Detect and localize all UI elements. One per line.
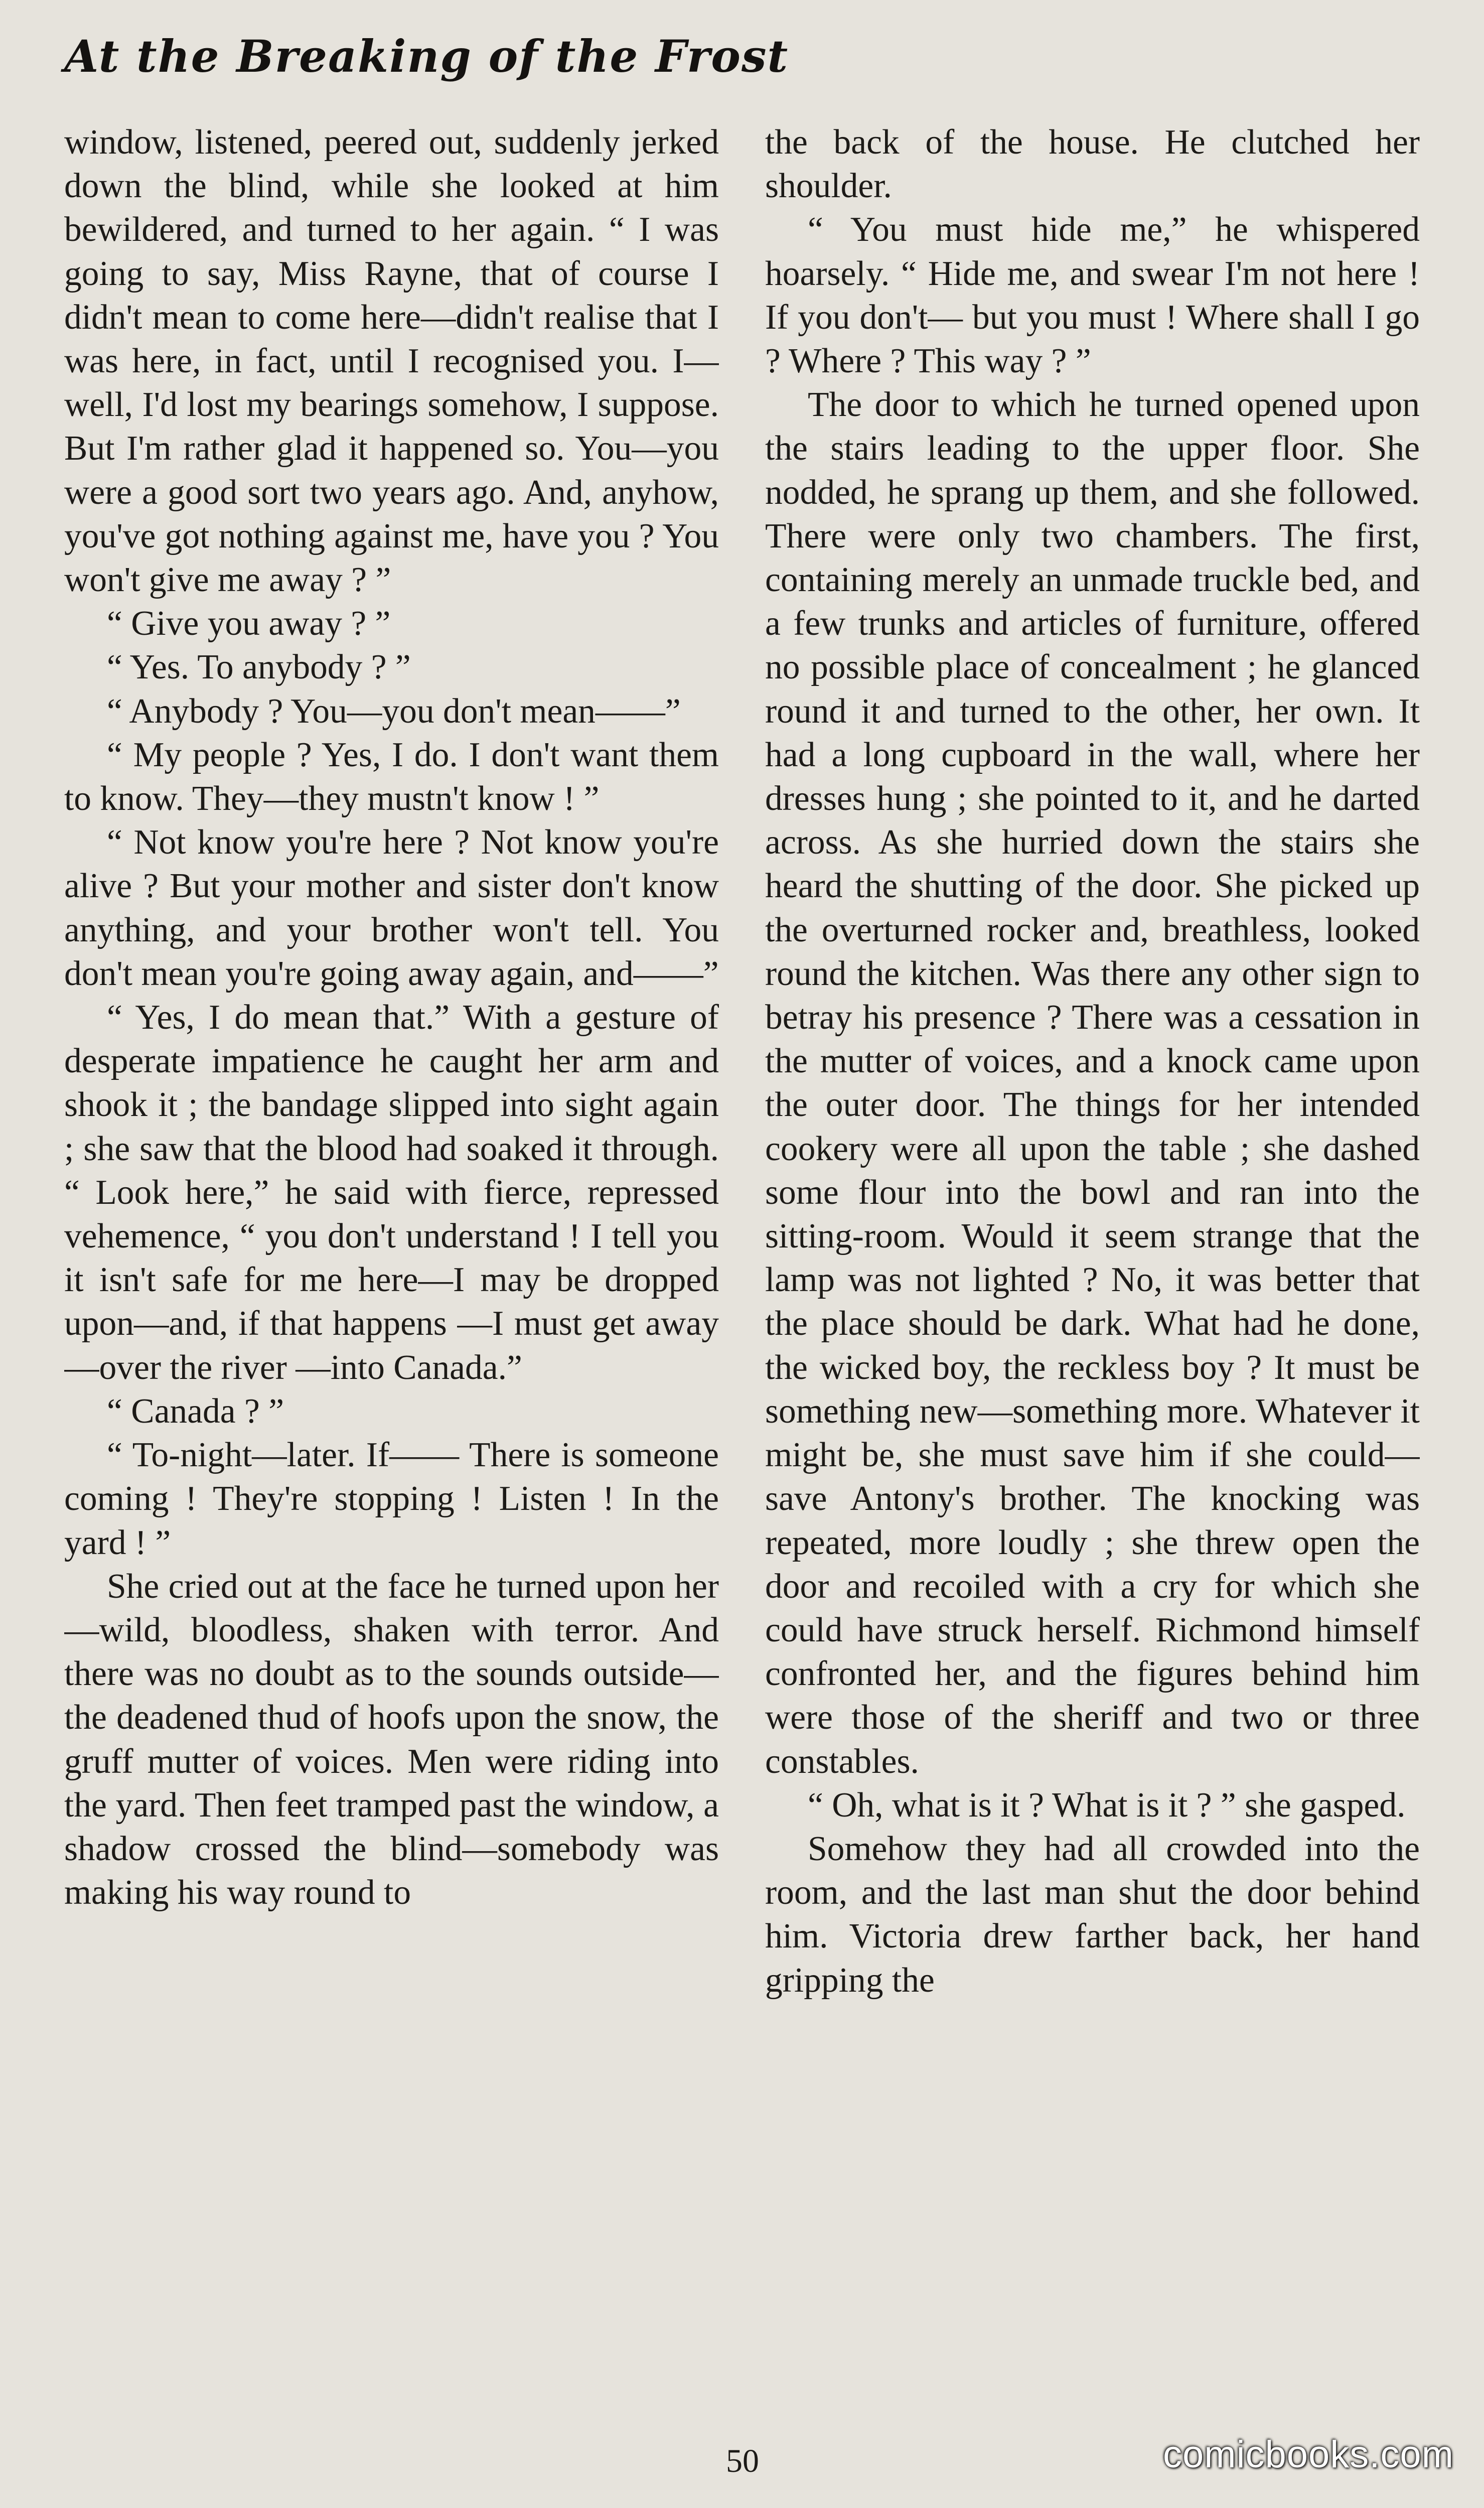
page-number: 50 (726, 2443, 759, 2479)
story-title: At the Breaking of the Frost (64, 30, 789, 82)
paragraph: “ Oh, what is it ? What is it ? ” she gasped. (808, 1785, 1406, 1825)
paragraph: “ Yes, I do mean that.” With a gesture of desperate impatience he caught her arm and shook it ; the bandage slipped into sight again ; she saw that the blood had soaked it through. “ Look here,” he said with fierce, repressed vehemence, “ you don't understand ! I tell you it isn't safe for me here—I may be dropped upon—and, if that happens —I must get away—over the river —into Canada.” (64, 998, 719, 1387)
paragraph: “ Canada ? ” (107, 1391, 284, 1431)
paragraph: Somehow they had all crowded into the room, and the last man shut the door behind him. Victoria drew farther back, her hand gripping the (765, 1829, 1420, 2000)
right-text-column (765, 120, 1420, 2419)
paragraph: “ Anybody ? You—you don't mean——” (107, 691, 681, 731)
paragraph: “ Yes. To anybody ? ” (107, 648, 411, 687)
paragraph: “ To-night—later. If—— There is someone coming ! They're stopping ! Listen ! In the yard ! ” (64, 1436, 719, 1562)
paragraph: “ You must hide me,” he whispered hoarsely. “ Hide me, and swear I'm not here ! If you don't— but you must ! Where shall I go ? Where ? This way ? ” (765, 210, 1420, 381)
left-text-column (64, 120, 719, 2419)
paragraph: “ Not know you're here ? Not know you're alive ? But your mother and sister don't know anything, and your brother won't tell. You don't mean you're going away again, and——” (64, 823, 719, 993)
paragraph: the back of the house. He clutched her shoulder. (765, 123, 1420, 206)
paragraph: window, listened, peered out, suddenly jerked down the blind, while she looked at him bewildered, and turned to her again. “ I was going to say, Miss Rayne, that of course I didn't mean to come here—didn't realise that I was here, in fact, until I recognised you. I—well, I'd lost my bearings somehow, I suppose. But I'm rather glad it happened so. You—you were a good sort two years ago. And, anyhow, you've got nothing against me, have you ? You won't give me away ? ” (64, 123, 719, 600)
paragraph: The door to which he turned opened upon the stairs leading to the upper floor. She nodded, he sprang up them, and she followed. There were only two chambers. The first, containing merely an unmade truckle bed, and a few trunks and articles of furniture, offered no possible place of concealment ; he glanced round it and turned to the other, her own. It had a long cupboard in the wall, where her dresses hung ; she pointed to it, and he darted across. As she hurried down the stairs she heard the shutting of the door. She picked up the overturned rocker and, breathless, looked round the kitchen. Was there any other sign to betray his presence ? There was a cessation in the mutter of voices, and a knock came upon the outer door. The things for her intended cookery were all upon the table ; she dashed some flour into the bowl and ran into the sitting-room. Would it seem strange that the lamp was not lighted ? No, it was better that the place should be dark. What had he done, the wicked boy, the reckless boy ? It must be something new—something more. Whatever it might be, she must save him if she could—save Antony's brother. The knocking was repeated, more loudly ; she threw open the door and recoiled with a cry for which she could have struck herself. Richmond himself confronted her, and the figures behind him were those of the sheriff and two or three constables. (765, 385, 1420, 1781)
paragraph: She cried out at the face he turned upon her—wild, bloodless, shaken with terror. And there was no doubt as to the sounds outside—the deadened thud of hoofs upon the snow, the gruff mutter of voices. Men were riding into the yard. Then feet tramped past the window, a shadow crossed the blind—somebody was making his way round to (64, 1567, 719, 1912)
paragraph: “ My people ? Yes, I do. I don't want them to know. They—they mustn't know ! ” (64, 735, 719, 818)
site-watermark: comicbooks.com (1163, 2433, 1454, 2476)
paragraph: “ Give you away ? ” (107, 604, 391, 643)
